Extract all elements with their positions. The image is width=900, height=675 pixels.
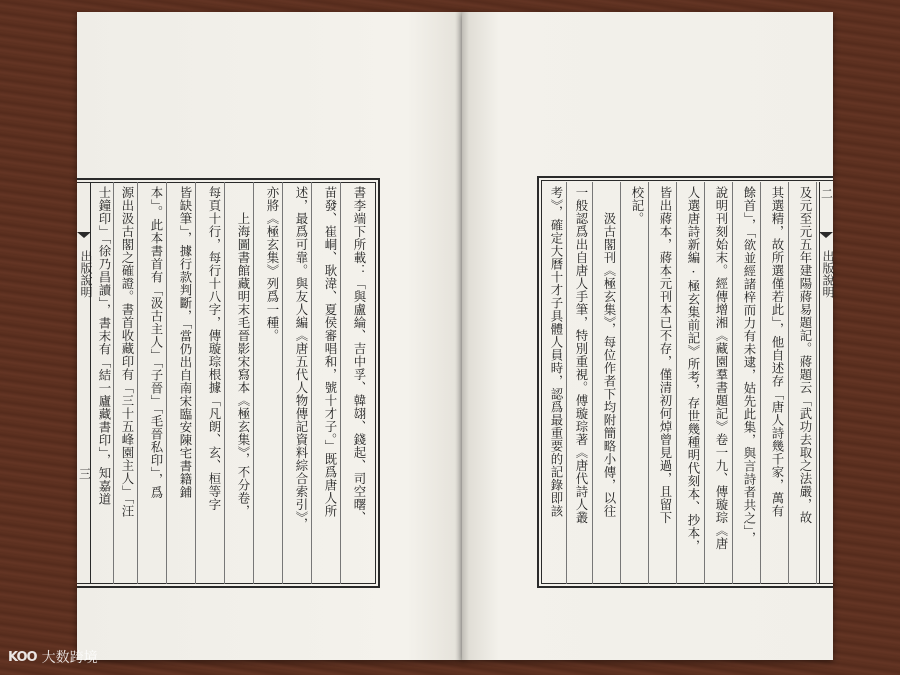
- column-rule: [113, 182, 114, 584]
- left-fold-title: 出版說明: [79, 250, 93, 298]
- text-column: 汲古閣刊《極玄集》，每位作者下均附簡略小傳，以往: [602, 212, 617, 518]
- watermark: [8, 646, 98, 668]
- left-page-fold-strip: [77, 182, 91, 584]
- text-column: 皆缺筆」，據行款判斷，「當仍出自南宋臨安陳宅書籍鋪: [178, 186, 193, 499]
- right-fishtail-mark: [819, 232, 833, 238]
- text-column: 苗發、崔峒、耿湋、夏侯審唱和，號十才子。」既爲唐人所: [323, 186, 338, 518]
- column-rule: [648, 182, 649, 584]
- text-column: 餘首」，「欲並經諸梓而力有未逮，姑先此集，與言詩者共之」，: [742, 186, 757, 545]
- right-page-fold-strip: [819, 182, 833, 584]
- column-rule: [566, 182, 567, 584]
- text-column: 說明刊刻始末。經傳增湘《藏園羣書題記》卷一九、傳璇琮《唐: [714, 186, 729, 550]
- text-column: 上海圖書館藏明末毛晉影宋寫本《極玄集》，不分卷，: [236, 212, 251, 518]
- left-fishtail-mark: [77, 232, 91, 238]
- column-rule: [704, 182, 705, 584]
- text-column: 源出汲古閣之確證。書首收藏印有「三十五峰園主人」「汪: [120, 186, 135, 518]
- column-rule: [137, 182, 138, 584]
- column-rule: [195, 182, 196, 584]
- text-column: 本」。此本書首有「汲古主人」「子晉」「毛晉私印」，爲: [149, 186, 164, 500]
- column-rule: [788, 182, 789, 584]
- book-spine-shadow: [455, 12, 469, 660]
- text-column: 皆出蔣本，蔣本元刊本已不存，僅清初何焯曾見過，且留下: [658, 186, 673, 524]
- text-column: 其選精，故所選僅若此」，他自述存「唐人詩幾千家，萬有: [770, 186, 785, 518]
- column-rule: [224, 182, 225, 584]
- left-page-number: 三: [79, 467, 92, 481]
- text-column: 每頁十行，每行十八字，傳璇琮根據「凡朗、玄、桓等字: [207, 186, 222, 511]
- text-column: 述，最爲可靠。與友人編《唐五代人物傳記資料綜合索引》，: [294, 186, 309, 531]
- right-page-number: 二: [821, 187, 834, 201]
- column-rule: [253, 182, 254, 584]
- right-fold-title: 出版說明: [821, 250, 835, 298]
- column-rule: [166, 182, 167, 584]
- column-rule: [282, 182, 283, 584]
- column-rule: [760, 182, 761, 584]
- column-rule: [732, 182, 733, 584]
- watermark-logo-icon: KOO: [8, 649, 37, 665]
- text-column: 考》，確定大曆十才子具體人員時，認爲最重要的記錄即該: [549, 186, 564, 518]
- watermark-text: 大数跨境: [41, 650, 98, 666]
- text-column: 亦將《極玄集》列爲一種。: [265, 186, 280, 342]
- column-rule: [816, 182, 817, 584]
- text-column: 士鐘印」「徐乃昌讀」，書末有「結一廬藏書印」，知嘉道: [97, 186, 112, 506]
- text-column: 一般認爲出自唐人手筆，特別重視。傅璇琮著《唐代詩人叢: [574, 186, 589, 524]
- column-rule: [620, 182, 621, 584]
- column-rule: [311, 182, 312, 584]
- text-column: 書李端下所載：「與盧綸、吉中孚、韓翃、錢起、司空曙、: [352, 186, 367, 524]
- text-column: 人選唐詩新編·極玄集前記》所考，存世幾種明代刻本、抄本，: [686, 186, 701, 553]
- column-rule: [676, 182, 677, 584]
- column-rule: [340, 182, 341, 584]
- text-column: 及元至元五年建陽蔣易題記。蔣題云「武功去取之法嚴，故: [798, 186, 813, 524]
- column-rule: [592, 182, 593, 584]
- text-column: 校記。: [630, 186, 645, 225]
